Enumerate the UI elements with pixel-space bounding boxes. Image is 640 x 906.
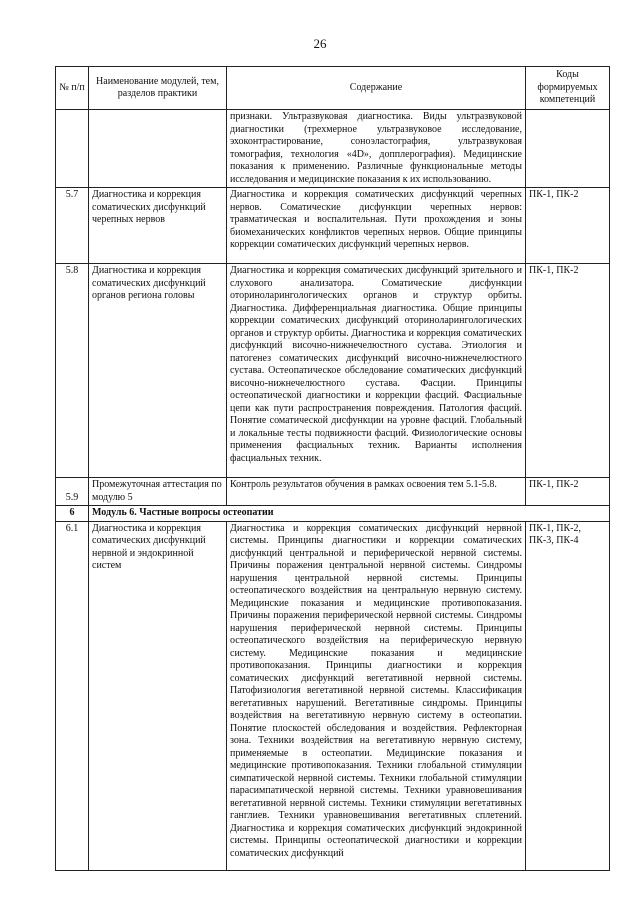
row-content-text: Диагностика и коррекция соматических дисфункций нервной системы. Принципы диагностики и коррекции соматических дисфункций центральной и периферической нервной системы. Причины поражения центральной нервной системы. Синдромы нарушения центральной нервной системы. Принципы остеопатического воздействия на центральную нервную систему. Медицинские показания и медицинские противопоказания. Причины поражения периферической нервной системы. Синдромы нарушения периферической нервной системы. Принципы остеопатического воздействия на периферическую нервную систему. Медицинские показания и медицинские противопоказания. Принципы диагностики и коррекция соматических дисфункций вегетативной нервной системы. Патофизиология вегетативной нервной системы. Классификация вегетативных нарушений. Вегетативные синдромы. Принципы воздействия на вегетативную нервную систему в остеопатии. Понятие плоскостей обследования и воздействия. Рефлекторная зона. Техники воздействия на вегетативную нервную систему, применяемые в остеопатии. Медицинские показания и медицинские противопоказания. Техники глобальной стимуляции симпатической нервной системы. Техники глобальной стимуляции парасимпатической нервной системы. Техники уравновешивания вегетативной нервной системы. Техники стимуляции вегетативных ганглиев. Техники уравновешивания вегетативных сплетений. Диагностика и коррекция соматических дисфункций эндокринной системы. Принципы остеопатической диагностики и коррекции соматических дисфункций [230,522,522,859]
header-name: Наименование модулей, тем, разделов практики [89,67,227,110]
row-number: 5.7 [56,188,89,264]
table-row [56,188,610,264]
header-content: Содержание [227,67,526,110]
row-number: 5.9 [56,478,89,506]
row-number [56,110,89,188]
module-title: Модуль 6. Частные вопросы остеопатии [89,506,610,522]
table-row [56,478,610,506]
row-content: Диагностика и коррекция соматических дисфункций черепных нервов. Соматические дисфункции черепных нервов: травматическая и воспалительная. Пути прохождения и зоны биомеханических конфликтов черепных нервов. Общие принципы коррекции соматических дисфункций черепных нервов. [227,188,526,264]
curriculum-table [55,66,610,871]
header-number: № п/п [56,67,89,110]
row-codes: ПК-1, ПК-2, ПК-3, ПК-4 [526,521,610,870]
header-codes: Коды формируемых компетенций [526,67,610,110]
row-number: 5.8 [56,264,89,478]
row-name [89,110,227,188]
row-codes: ПК-1, ПК-2 [526,264,610,478]
table-row [56,110,610,188]
row-name: Диагностика и коррекция соматических дисфункций черепных нервов [89,188,227,264]
module-number: 6 [56,506,89,522]
row-name: Диагностика и коррекция соматических дисфункций нервной и эндокринной систем [89,521,227,870]
row-name: Диагностика и коррекция соматических дисфункций органов региона головы [89,264,227,478]
table-row [56,264,610,478]
table-header-row [56,67,610,110]
module-row [56,506,610,522]
row-codes [526,110,610,188]
row-number: 6.1 [56,521,89,870]
row-content: признаки. Ультразвуковая диагностика. Виды ультразвуковой диагностики (трехмерное ультразвуковое исследование, эхоконтрастирование, соноэластография, ультразвуковая томография, технология «4D», допплерография). Медицинские показания к применению. Различные функциональные методы исследования и медицинские показания к их использованию. [227,110,526,188]
row-content: Диагностика и коррекция соматических дисфункций зрительного и слухового анализатора. Соматические дисфункции оториноларингологических органов и структур орбиты. Диагностика. Дифференциальная диагностика. Общие принципы коррекции соматических дисфункций оториноларингологических органов и структур орбиты. Диагностика и коррекция соматических дисфункций височно-нижнечелюстного сустава. Этиология и патогенез соматических дисфункций височно-нижнечелюстного сустава. Остеопатическое обследование соматических дисфункций височно-нижнечелюстного сустава. Фасции. Принципы остеопатической диагностики и коррекции фасций. Фасциальные цепи как пути распространения повреждения. Патология фасций. Понятие соматической дисфункции на уровне фасций. Глобальный и локальные тесты подвижности фасций. Физиологические основы применения фасциальных техник. Варианты исполнения фасциальных техник. [227,264,526,478]
page-number: 26 [313,36,327,51]
row-name: Промежуточная аттестация по модулю 5 [89,478,227,506]
row-codes: ПК-1, ПК-2 [526,188,610,264]
table-row [56,521,610,870]
row-content [227,521,526,870]
row-content: Контроль результатов обучения в рамках освоения тем 5.1-5.8. [227,478,526,506]
row-codes: ПК-1, ПК-2 [526,478,610,506]
